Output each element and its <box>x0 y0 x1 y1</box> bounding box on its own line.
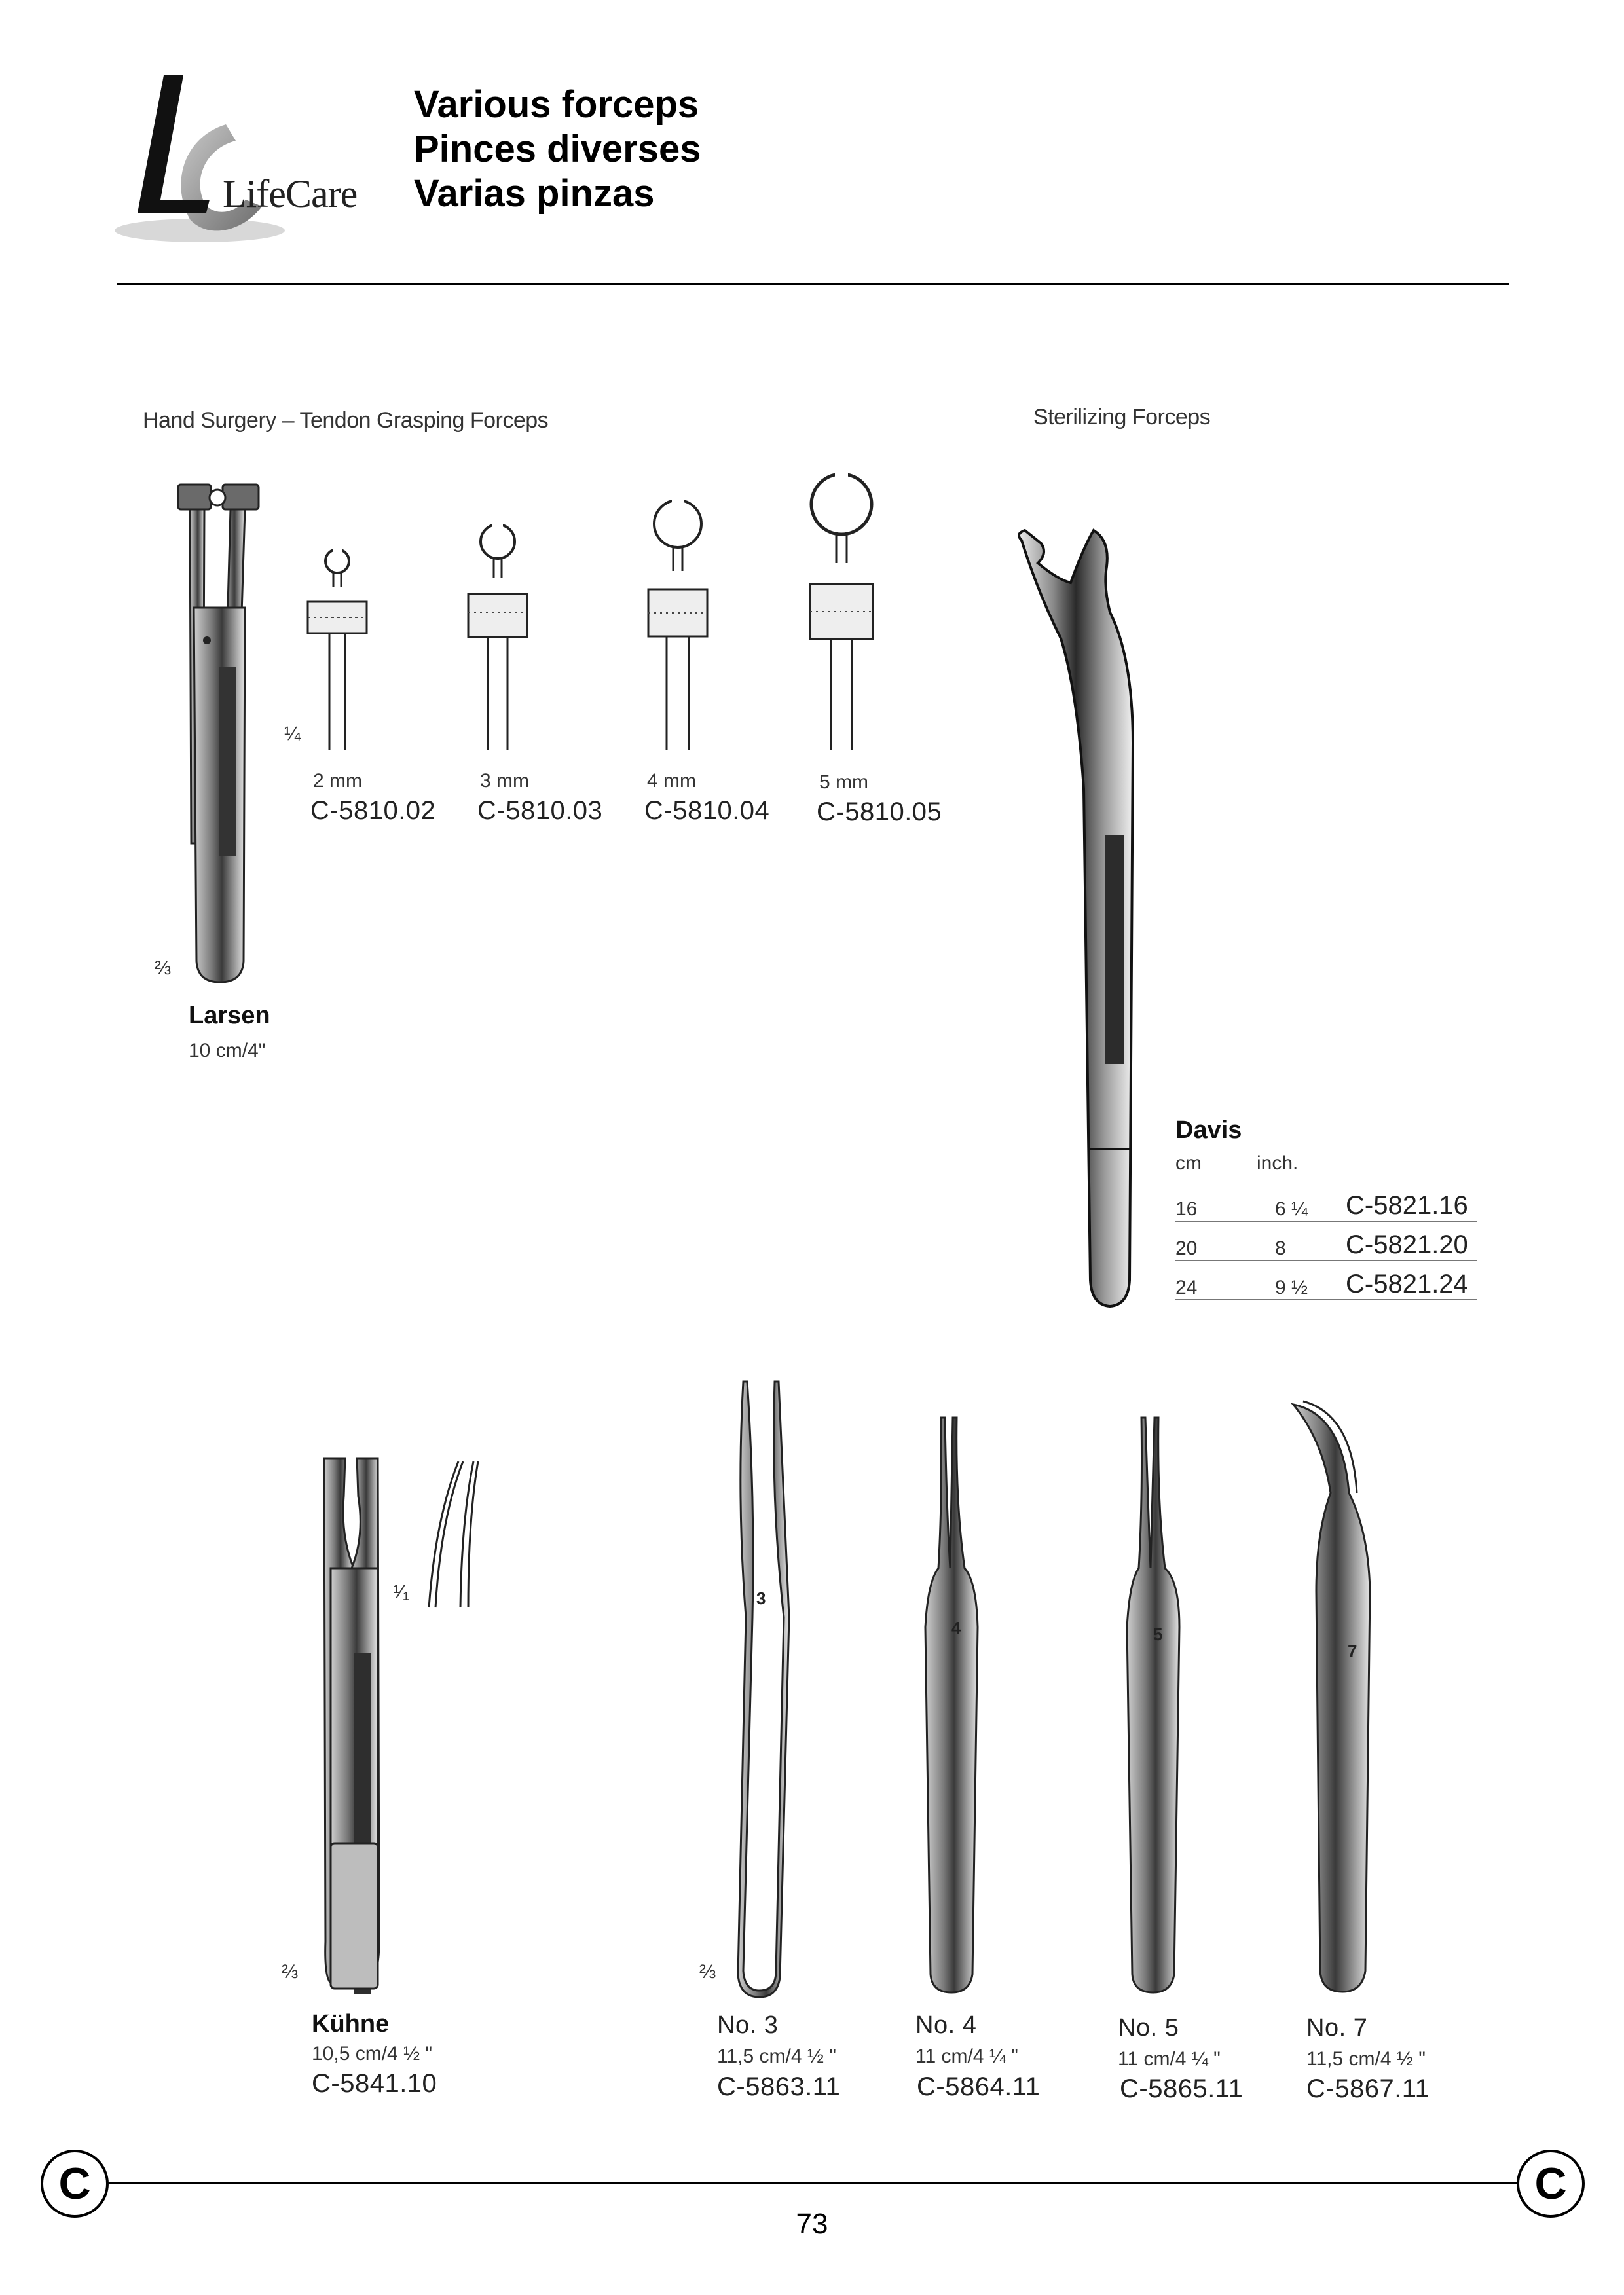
kuhne-forceps-illustration <box>318 1457 390 1994</box>
tip-5mm-code: C-5810.05 <box>817 798 942 826</box>
table-row <box>1175 1261 1477 1300</box>
micro-forceps-no3-illustration <box>724 1382 796 1997</box>
tip-2mm-code: C-5810.02 <box>310 796 436 825</box>
kuhne-name: Kühne <box>312 2010 390 2038</box>
micro-no5-size: 11 cm/4 ¼ " <box>1118 2048 1221 2070</box>
micro-scale: ⅔ <box>699 1961 716 1983</box>
micro-no4-code: C-5864.11 <box>917 2072 1041 2101</box>
micro-no7-name: No. 7 <box>1306 2014 1368 2042</box>
tip-3mm-illustration <box>465 521 530 753</box>
engraving-3: 3 <box>756 1588 766 1608</box>
kuhne-scale: ⅔ <box>282 1961 299 1983</box>
davis-table-header <box>1175 1152 1477 1183</box>
title-french: Pinces diverses <box>414 128 701 170</box>
kuhne-size: 10,5 cm/4 ½ " <box>312 2043 433 2065</box>
table-row <box>1175 1222 1477 1261</box>
section-badge-right: C <box>1517 2150 1585 2218</box>
header-rule <box>117 283 1509 285</box>
row-inch: 8 <box>1275 1238 1286 1259</box>
tip-3mm-code: C-5810.03 <box>477 796 603 825</box>
tip-4mm-code: C-5810.04 <box>644 796 770 825</box>
tip-2mm-size: 2 mm <box>313 770 362 792</box>
sterilizing-section-heading: Sterilizing Forceps <box>1033 405 1211 430</box>
micro-forceps-no4-illustration <box>913 1418 986 1994</box>
tip-scale: ¼ <box>284 723 301 744</box>
tip-3mm-size: 3 mm <box>480 770 529 792</box>
micro-no7-code: C-5867.11 <box>1306 2074 1430 2103</box>
tip-2mm-illustration <box>304 547 370 753</box>
micro-no4-size: 11 cm/4 ¼ " <box>915 2046 1018 2067</box>
engraving-7: 7 <box>1348 1641 1357 1661</box>
section-badge-left: C <box>41 2150 109 2218</box>
larsen-name: Larsen <box>189 1002 270 1029</box>
page-number: 73 <box>796 2208 828 2240</box>
tendon-section-heading: Hand Surgery – Tendon Grasping Forceps <box>143 408 549 433</box>
davis-name: Davis <box>1175 1116 1242 1144</box>
col-inch: inch. <box>1257 1152 1299 1174</box>
tip-4mm-size: 4 mm <box>647 770 696 792</box>
row-code: C-5821.24 <box>1346 1270 1468 1298</box>
micro-no3-size: 11,5 cm/4 ½ " <box>717 2046 836 2067</box>
page-title <box>414 83 701 216</box>
row-cm: 20 <box>1175 1238 1198 1259</box>
col-cm: cm <box>1175 1152 1202 1174</box>
kuhne-code: C-5841.10 <box>312 2069 437 2098</box>
tip-5mm-size: 5 mm <box>819 771 868 793</box>
kuhne-tip-scale: ¹⁄₁ <box>393 1581 410 1603</box>
kuhne-tip-detail <box>422 1460 481 1611</box>
footer-rule <box>105 2182 1519 2184</box>
micro-forceps-no5-illustration <box>1116 1418 1189 1994</box>
micro-no4-name: No. 4 <box>915 2011 977 2039</box>
micro-no5-code: C-5865.11 <box>1120 2074 1244 2103</box>
micro-forceps-no7-illustration <box>1290 1401 1382 1997</box>
micro-no7-size: 11,5 cm/4 ½ " <box>1306 2048 1426 2070</box>
logo-wordmark: LifeCare <box>223 172 358 215</box>
title-spanish: Varias pinzas <box>414 172 655 215</box>
larsen-scale: ⅔ <box>155 957 172 979</box>
row-inch: 9 ½ <box>1275 1277 1308 1298</box>
title-english: Various forceps <box>414 83 699 126</box>
row-cm: 16 <box>1175 1198 1198 1220</box>
larsen-size: 10 cm/4" <box>189 1040 266 1061</box>
engraving-5: 5 <box>1153 1625 1163 1644</box>
table-row <box>1175 1183 1477 1222</box>
davis-size-table <box>1175 1152 1477 1300</box>
micro-no3-name: No. 3 <box>717 2011 779 2039</box>
row-code: C-5821.16 <box>1346 1191 1468 1220</box>
micro-no5-name: No. 5 <box>1118 2014 1179 2042</box>
engraving-4: 4 <box>951 1618 961 1638</box>
row-cm: 24 <box>1175 1277 1198 1298</box>
row-inch: 6 ¼ <box>1275 1198 1308 1220</box>
tip-5mm-illustration <box>802 471 881 753</box>
tip-4mm-illustration <box>642 498 714 753</box>
lifecare-logo <box>111 65 373 262</box>
larsen-forceps-illustration <box>172 477 270 987</box>
davis-forceps-illustration <box>1012 527 1143 1313</box>
row-code: C-5821.20 <box>1346 1230 1468 1259</box>
micro-no3-code: C-5863.11 <box>717 2072 841 2101</box>
